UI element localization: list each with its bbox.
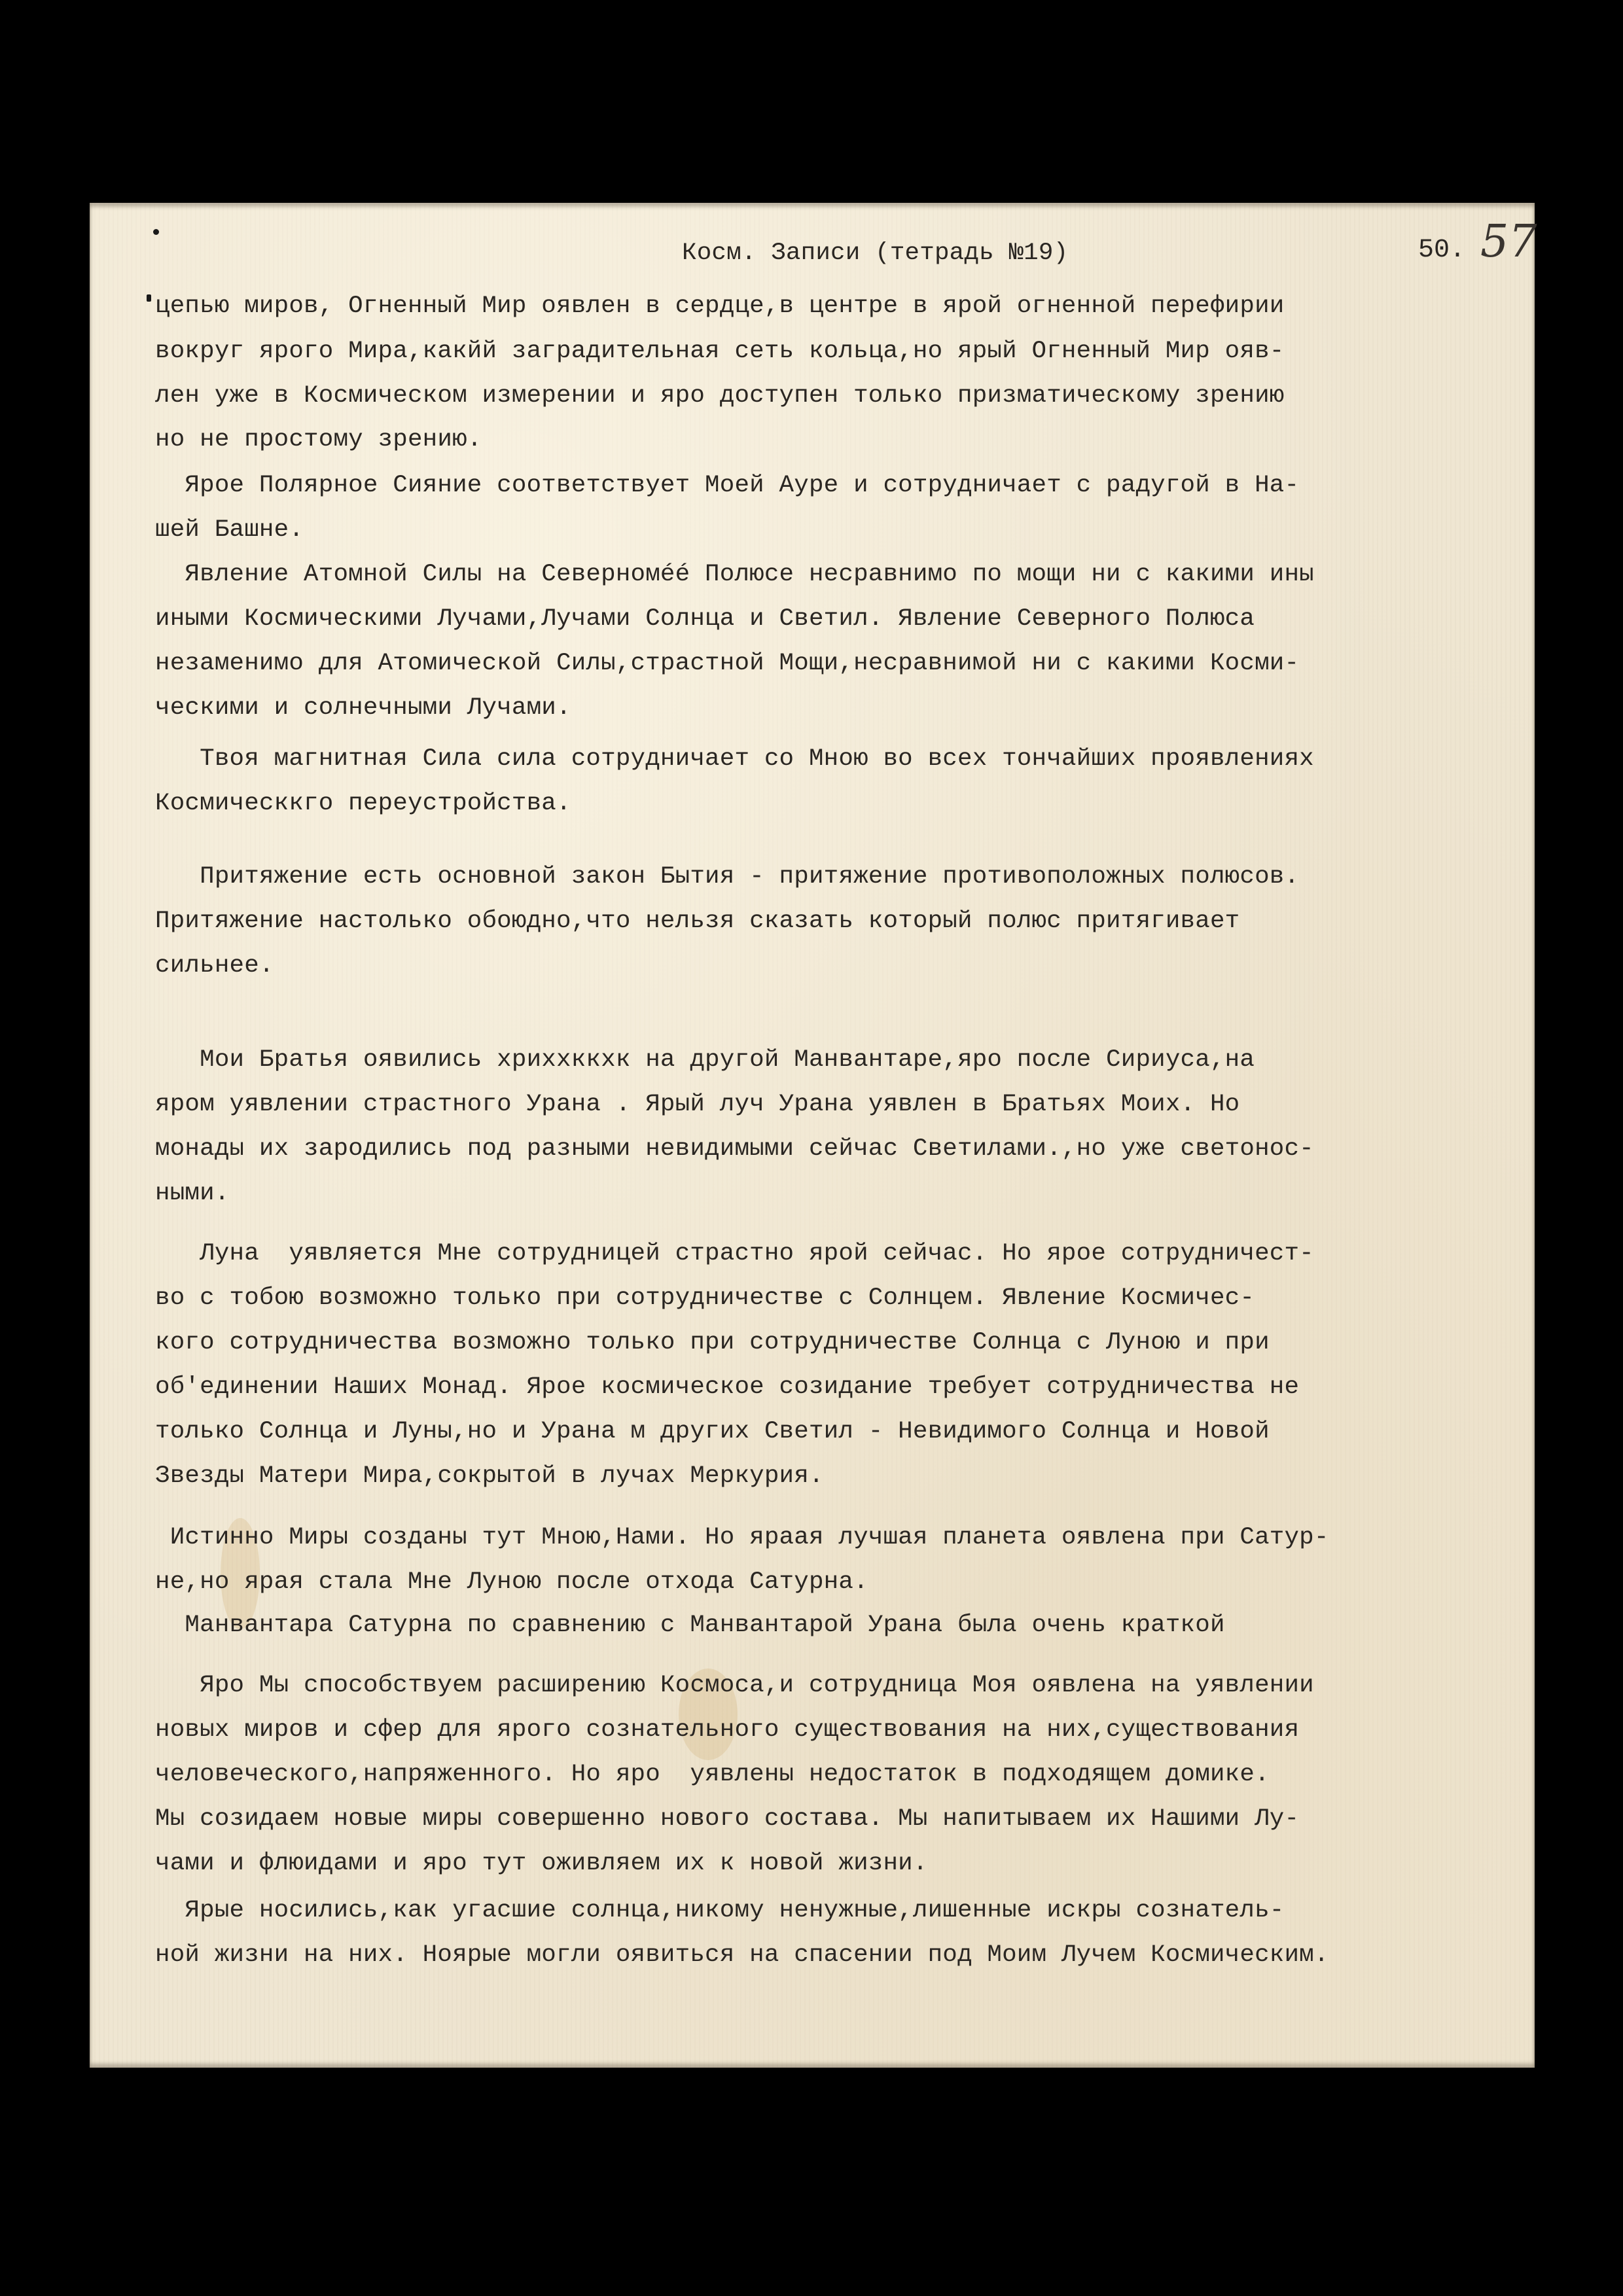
- text-line: Ярое Полярное Сияние соответствует Моей Ауре и сотрудничает с радугой в На-: [155, 472, 1300, 499]
- text-line: лен уже в Космическом измерении и яро доступен только призматическому зрению: [155, 382, 1285, 410]
- text-line: Мои Братья оявились хриххккхк на другой Манвантаре,яро после Сириуса,на: [155, 1046, 1255, 1074]
- text-line: ными.: [155, 1180, 230, 1207]
- text-line: Явление Атомной Силы на Северномéé Полюсе несравнимо по мощи ни с какими ины: [155, 561, 1314, 588]
- text-line: во с тобою возможно только при сотрудничестве с Солнцем. Явление Космичес-: [155, 1284, 1255, 1312]
- text-line: Луна уявляется Мне сотрудницей страстно ярой сейчас. Но ярое сотрудничест-: [155, 1240, 1314, 1267]
- text-line: Космическкго переустройства.: [155, 790, 571, 817]
- text-line: вокруг ярого Мира,какйй заградительная сеть кольца,но ярый Огненный Мир ояв-: [155, 338, 1285, 365]
- text-line: только Солнца и Луны,но и Урана м других Светил - Невидимого Солнца и Новой: [155, 1418, 1270, 1445]
- text-line: ческими и солнечными Лучами.: [155, 694, 571, 722]
- text-line: Истинно Миры созданы тут Мною,Нами. Но яраая лучшая планета оявлена при Сатур-: [155, 1524, 1329, 1551]
- text-line: Притяжение есть основной закон Бытия - притяжение противоположных полюсов.: [155, 863, 1300, 891]
- page-number-typed: 50.: [1418, 236, 1466, 265]
- page-number-handwritten: 57: [1480, 216, 1537, 268]
- text-line: цепью миров, Огненный Мир оявлен в сердце,в центре в ярой огненной перефирии: [155, 292, 1285, 320]
- punch-dot-mark: [153, 229, 159, 235]
- text-line: яром уявлении страстного Урана . Ярый луч Урана уявлен в Братьях Моих. Но: [155, 1091, 1240, 1118]
- document-page: [90, 203, 1535, 2068]
- text-line: ной жизни на них. Ноярые могли оявиться на спасении под Моим Лучем Космическим.: [155, 1941, 1329, 1969]
- text-line: сильнее.: [155, 952, 274, 980]
- text-line: чами и флюидами и яро тут оживляем их к новой жизни.: [155, 1850, 928, 1877]
- text-line: человеческого,напряженного. Но яро уявлены недостаток в подходящем домике.: [155, 1761, 1270, 1788]
- text-line: не,но ярая стала Мне Луною после отхода Сатурна.: [155, 1568, 868, 1596]
- text-line: Мы созидаем новые миры совершенно нового состава. Мы напитываем их Нашими Лу-: [155, 1805, 1300, 1833]
- text-line: новых миров и сфер для ярого сознательного существования на них,существования: [155, 1716, 1300, 1744]
- text-line: Твоя магнитная Сила сила сотрудничает со Мною во всех тончайших проявлениях: [155, 745, 1314, 773]
- page-title: Косм. Записи (тетрадь №19): [682, 239, 1069, 267]
- text-line: об'единении Наших Монад. Ярое космическое созидание требует сотрудничества не: [155, 1373, 1300, 1401]
- text-line: Притяжение настолько обоюдно,что нельзя сказать который полюс притягивает: [155, 908, 1240, 935]
- text-line: Звезды Матери Мира,сокрытой в лучах Меркурия.: [155, 1462, 824, 1490]
- text-line: Манвантара Сатурна по сравнению с Манвантарой Урана была очень краткой: [155, 1612, 1225, 1639]
- text-line: иными Космическими Лучами,Лучами Солнца и Светил. Явление Северного Полюса: [155, 605, 1255, 633]
- text-line: кого сотрудничества возможно только при сотрудничестве Солнца с Луною и при: [155, 1329, 1270, 1356]
- text-line: незаменимо для Атомической Силы,страстной Мощи,несравнимой ни с какими Косми-: [155, 650, 1300, 677]
- text-line: монады их зародились под разными невидимыми сейчас Светилами.,но уже светонос-: [155, 1135, 1314, 1163]
- text-line: Ярые носились,как угасшие солнца,никому ненужные,лишенные искры сознатель-: [155, 1897, 1285, 1924]
- margin-mark: [147, 294, 151, 302]
- text-line: Яро Мы способствуем расширению Космоса,и сотрудница Моя оявлена на уявлении: [155, 1672, 1314, 1699]
- text-line: но не простому зрению.: [155, 426, 482, 453]
- text-line: шей Башне.: [155, 516, 304, 544]
